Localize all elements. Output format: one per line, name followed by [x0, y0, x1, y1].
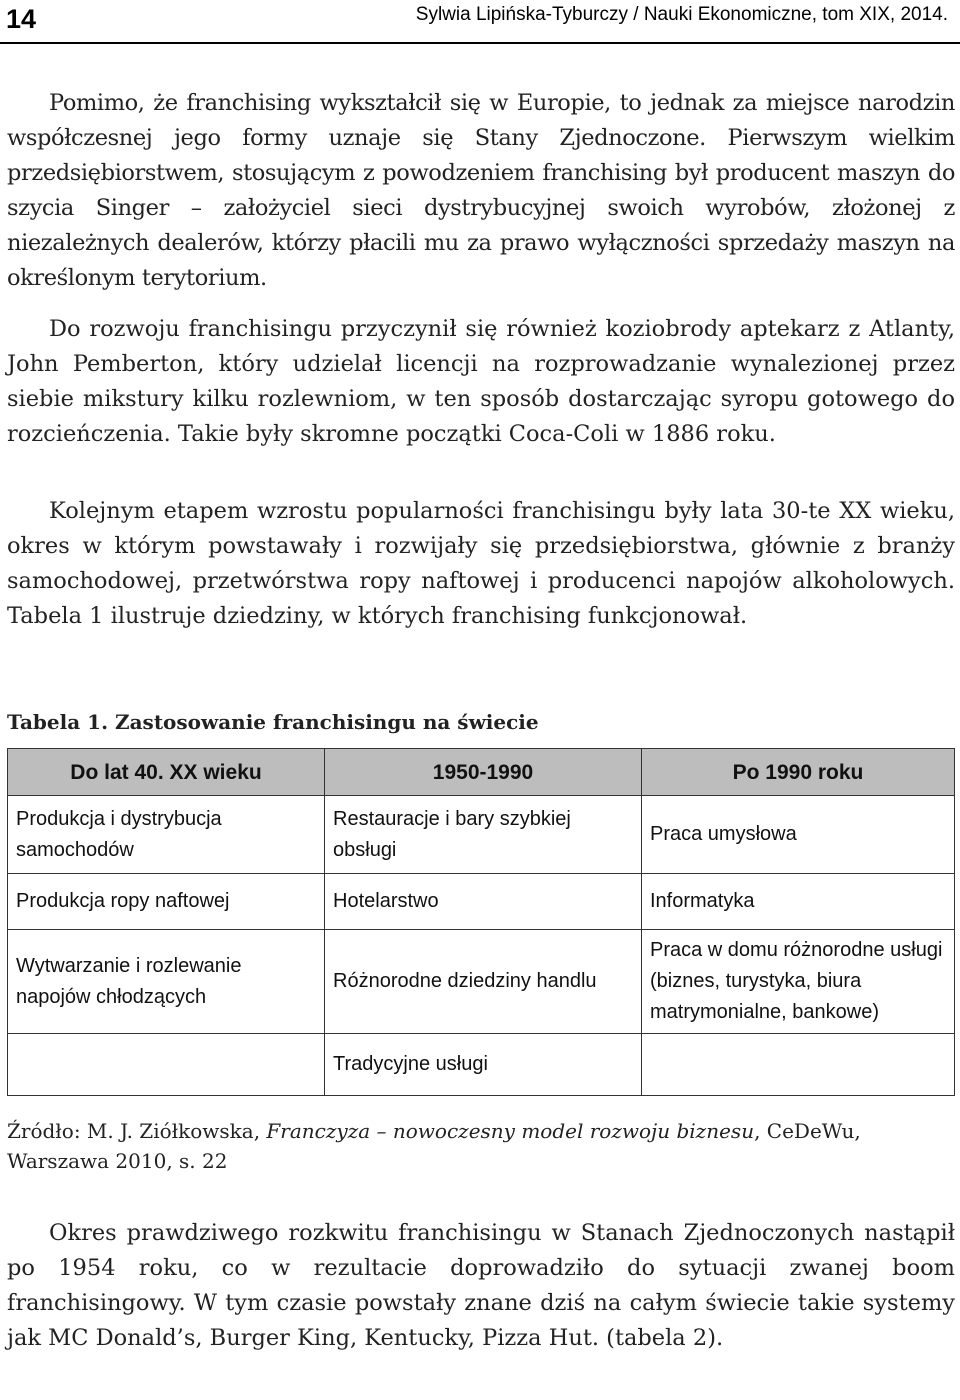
table-row	[8, 796, 955, 874]
paragraph-4	[7, 1216, 955, 1356]
table-cell: Informatyka	[642, 874, 955, 930]
table-header-cell: Do lat 40. XX wieku	[8, 749, 325, 796]
table-header-cell: Po 1990 roku	[642, 749, 955, 796]
source-suffix: , CeDeWu, Warszawa 2010, s. 22	[7, 1119, 861, 1173]
table-source	[7, 1116, 955, 1176]
table-cell: Praca w domu różnorodne usługi (biznes, turystyka, biura matrymonialne, bankowe)	[642, 930, 955, 1034]
running-head: Sylwia Lipińska-Tyburczy / Nauki Ekonomiczne, tom XIX, 2014.	[415, 4, 948, 25]
table-cell: Produkcja i dystrybucja samochodów	[8, 796, 325, 874]
source-title: Franczyza – nowoczesny model rozwoju biznesu	[266, 1119, 755, 1143]
table-row	[8, 874, 955, 930]
paragraph-2	[7, 312, 955, 452]
paragraph-2-text: Do rozwoju franchisingu przyczynił się również koziobrody aptekarz z Atlanty, John Pemberton, który udzielał licencji na rozprowadzanie wynalezionej przez siebie mikstury kilku rozlewniom, w ten sposób dostarczając syropu gotowego do rozcieńczenia. Takie były skromne początki Coca-Coli w 1886 roku.	[7, 316, 955, 447]
franchising-table	[7, 748, 955, 1096]
paragraph-3-text: Kolejnym etapem wzrostu popularności franchisingu były lata 30-te XX wieku, okres w którym powstawały i rozwijały się przedsiębiorstwa, głównie z branży samochodowej, przetwórstwa ropy naftowej i producenci napojów alkoholowych. Tabela 1 ilustruje dziedziny, w których franchising funkcjonował.	[7, 498, 955, 629]
paragraph-4-text: Okres prawdziwego rozkwitu franchisingu w Stanach Zjednoczonych nastąpił po 1954 roku, co w rezultacie doprowadziło do sytuacji zwanej boom franchisingowy. W tym czasie powstały znane dziś na całym świecie takie systemy jak MC Donald’s, Burger King, Kentucky, Pizza Hut. (tabela 2).	[7, 1220, 955, 1351]
table-cell: Wytwarzanie i rozlewanie napojów chłodzących	[8, 930, 325, 1034]
source-prefix: Źródło: M. J. Ziółkowska,	[7, 1119, 267, 1143]
table-cell: Praca umysłowa	[642, 796, 955, 874]
table-cell: Produkcja ropy naftowej	[8, 874, 325, 930]
paragraph-1	[7, 86, 955, 296]
table-cell	[8, 1034, 325, 1096]
table-header-cell: 1950-1990	[325, 749, 642, 796]
table-row	[8, 930, 955, 1034]
page-number: 14	[6, 4, 37, 34]
table-caption: Tabela 1. Zastosowanie franchisingu na świecie	[7, 710, 539, 734]
table-cell	[642, 1034, 955, 1096]
table-cell: Tradycyjne usługi	[325, 1034, 642, 1096]
table-cell: Restauracje i bary szybkiej obsługi	[325, 796, 642, 874]
paragraph-1-text: Pomimo, że franchising wykształcił się w Europie, to jednak za miejsce narodzin współczesnej jego formy uznaje się Stany Zjednoczone. Pierwszym wielkim przedsiębiorstwem, stosującym z powodzeniem franchising był producent maszyn do szycia Singer – założyciel sieci dystrybucyjnej swoich wyrobów, złożonej z niezależnych dealerów, którzy płacili mu za prawo wyłączności sprzedaży maszyn na określonym terytorium.	[7, 90, 955, 291]
header-rule	[0, 42, 960, 44]
page-header	[0, 0, 960, 48]
table-cell: Różnorodne dziedziny handlu	[325, 930, 642, 1034]
table-cell: Hotelarstwo	[325, 874, 642, 930]
paragraph-3	[7, 494, 955, 634]
table-row	[8, 1034, 955, 1096]
table-header-row	[8, 749, 955, 796]
